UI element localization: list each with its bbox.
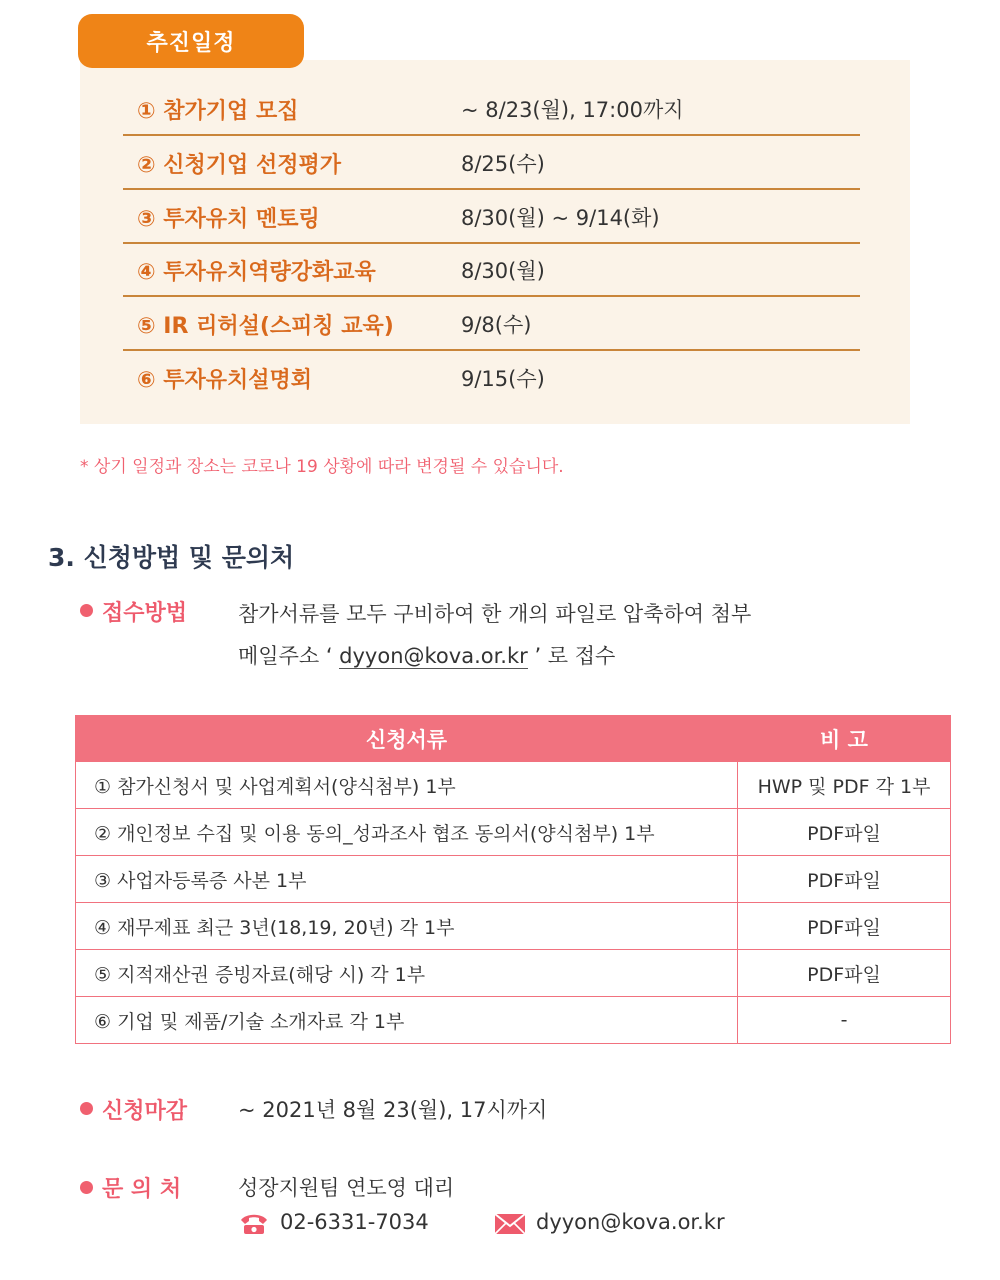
schedule-item-name: ⑤ IR 리허설(스피칭 교육) [137,314,394,339]
schedule-item-date: 9/8(수) [461,313,532,337]
table-row [76,856,951,903]
schedule-row [123,353,860,405]
reception-line1: 참가서류를 모두 구비하여 한 개의 파일로 압축하여 첨부 [238,602,752,626]
table-header-remarks: 비 고 [738,716,951,762]
documents-table [75,715,951,1044]
table-header-documents: 신청서류 [76,716,738,762]
table-row [76,997,951,1044]
deadline-label: 신청마감 [102,1099,188,1124]
reception-line2 [238,640,615,670]
contact-label: 문 의 처 [102,1177,182,1202]
deadline-text: ~ 2021년 8월 23(월), 17시까지 [238,1098,548,1122]
table-header-row [76,716,951,762]
schedule-item-name: ④ 투자유치역량강화교육 [137,260,376,285]
table-row [76,809,951,856]
table-cell-remark: PDF파일 [738,950,951,997]
section-title: 3. 신청방법 및 문의처 [48,543,295,572]
reception-label: 접수방법 [102,601,188,626]
schedule-row [123,192,860,244]
contact-person: 성장지원팀 연도영 대리 [238,1176,455,1200]
table-cell-remark: HWP 및 PDF 각 1부 [738,762,951,809]
schedule-item-date: ~ 8/23(월), 17:00까지 [461,98,684,122]
table-row [76,950,951,997]
schedule-item-name: ⑥ 투자유치설명회 [137,368,313,393]
schedule-item-name: ① 참가기업 모집 [137,99,299,124]
schedule-item-name: ③ 투자유치 멘토링 [137,207,320,232]
table-row [76,762,951,809]
schedule-row [123,138,860,190]
schedule-item-date: 8/30(월) ~ 9/14(화) [461,206,660,230]
schedule-row [123,84,860,136]
table-cell-document: ⑥ 기업 및 제품/기술 소개자료 각 1부 [76,997,738,1044]
table-cell-document: ⑤ 지적재산권 증빙자료(해당 시) 각 1부 [76,950,738,997]
table-cell-remark: - [738,997,951,1044]
schedule-row [123,245,860,297]
schedule-item-date: 9/15(수) [461,367,545,391]
contact-phone: 02-6331-7034 [280,1210,429,1234]
reception-line2-suffix: ’ 로 접수 [527,644,616,668]
contact-email[interactable]: dyyon@kova.or.kr [536,1210,725,1234]
schedule-title-tab: 추진일정 [78,14,304,68]
schedule-item-date: 8/25(수) [461,152,545,176]
table-cell-document: ② 개인정보 수집 및 이용 동의_성과조사 협조 동의서(양식첨부) 1부 [76,809,738,856]
phone-icon [238,1211,270,1235]
table-cell-remark: PDF파일 [738,903,951,950]
table-cell-remark: PDF파일 [738,809,951,856]
bullet-dot-icon [80,1102,93,1115]
bullet-dot-icon [80,604,93,617]
reception-line2-prefix: 메일주소 ‘ [238,644,340,668]
bullet-dot-icon [80,1181,93,1194]
schedule-row [123,299,860,351]
schedule-item-name: ② 신청기업 선정평가 [137,153,341,178]
table-cell-document: ④ 재무제표 최근 3년(18,19, 20년) 각 1부 [76,903,738,950]
table-row [76,903,951,950]
envelope-icon [494,1213,526,1235]
table-cell-document: ③ 사업자등록증 사본 1부 [76,856,738,903]
reception-email-link[interactable]: dyyon@kova.or.kr [339,644,528,668]
schedule-item-date: 8/30(월) [461,259,545,283]
table-cell-document: ① 참가신청서 및 사업계획서(양식첨부) 1부 [76,762,738,809]
schedule-note: * 상기 일정과 장소는 코로나 19 상황에 따라 변경될 수 있습니다. [80,457,564,477]
table-cell-remark: PDF파일 [738,856,951,903]
